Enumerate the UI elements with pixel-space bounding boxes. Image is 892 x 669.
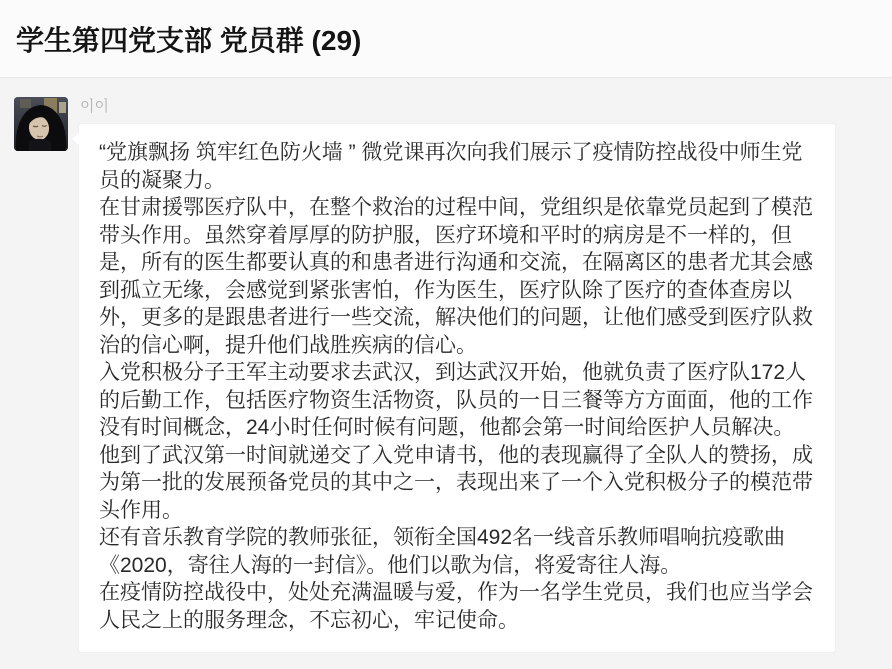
message-row <box>14 97 892 653</box>
sender-avatar[interactable] <box>14 97 68 151</box>
chat-title: 学生第四党支部 党员群 (29) <box>16 24 362 56</box>
hooded-person-photo <box>14 97 68 151</box>
message-paragraphs <box>99 139 815 634</box>
chat-header <box>0 0 892 78</box>
message-content <box>78 97 836 653</box>
message-paragraph: 入党积极分子王军主动要求去武汉，到达武汉开始，他就负责了医疗队172人的后勤工作，包括医疗物资生活物资，队员的一日三餐等方方面面，他的工作没有时间概念，24小时任何时候有问题，他都会第一时间给医护人员解决。他到了武汉第一时间就递交了入党申请书，他的表现赢得了全队人的赞扬，成为第一批的发展预备党员的其中之一，表现出来了一个入党积极分子的模范带头作用。 <box>99 361 813 522</box>
sender-name: 이이 <box>80 98 109 115</box>
message-paragraph: “党旗飘扬 筑牢红色防火墙 ” 微党课再次向我们展示了疫情防控战役中师生党员的凝聚力。 <box>99 141 803 192</box>
message-bubble[interactable] <box>78 123 836 653</box>
message-paragraph: 在疫情防控战役中，处处充满温暖与爱，作为一名学生党员，我们也应当学会人民之上的服务理念，不忘初心，牢记使命。 <box>99 581 813 632</box>
bubble-tail-icon <box>66 133 79 145</box>
message-paragraph: 还有音乐教育学院的教师张征，领衔全国492名一线音乐教师唱响抗疫歌曲《2020，寄往人海的一封信》。他们以歌为信，将爱寄往人海。 <box>99 526 786 577</box>
message-list[interactable] <box>0 78 892 669</box>
message-paragraph: 在甘肃援鄂医疗队中，在整个救治的过程中间，党组织是依靠党员起到了模范带头作用。虽然穿着厚厚的防护服，医疗环境和平时的病房是不一样的，但是，所有的医生都要认真的和患者进行沟通和交流，在隔离区的患者尤其会感到孤立无缘，会感觉到紧张害怕，作为医生，医疗队除了医疗的查体查房以外，更多的是跟患者进行一些交流，解决他们的问题，让他们感受到医疗队救治的信心啊，提升他们战胜疾病的信心。 <box>99 196 813 357</box>
